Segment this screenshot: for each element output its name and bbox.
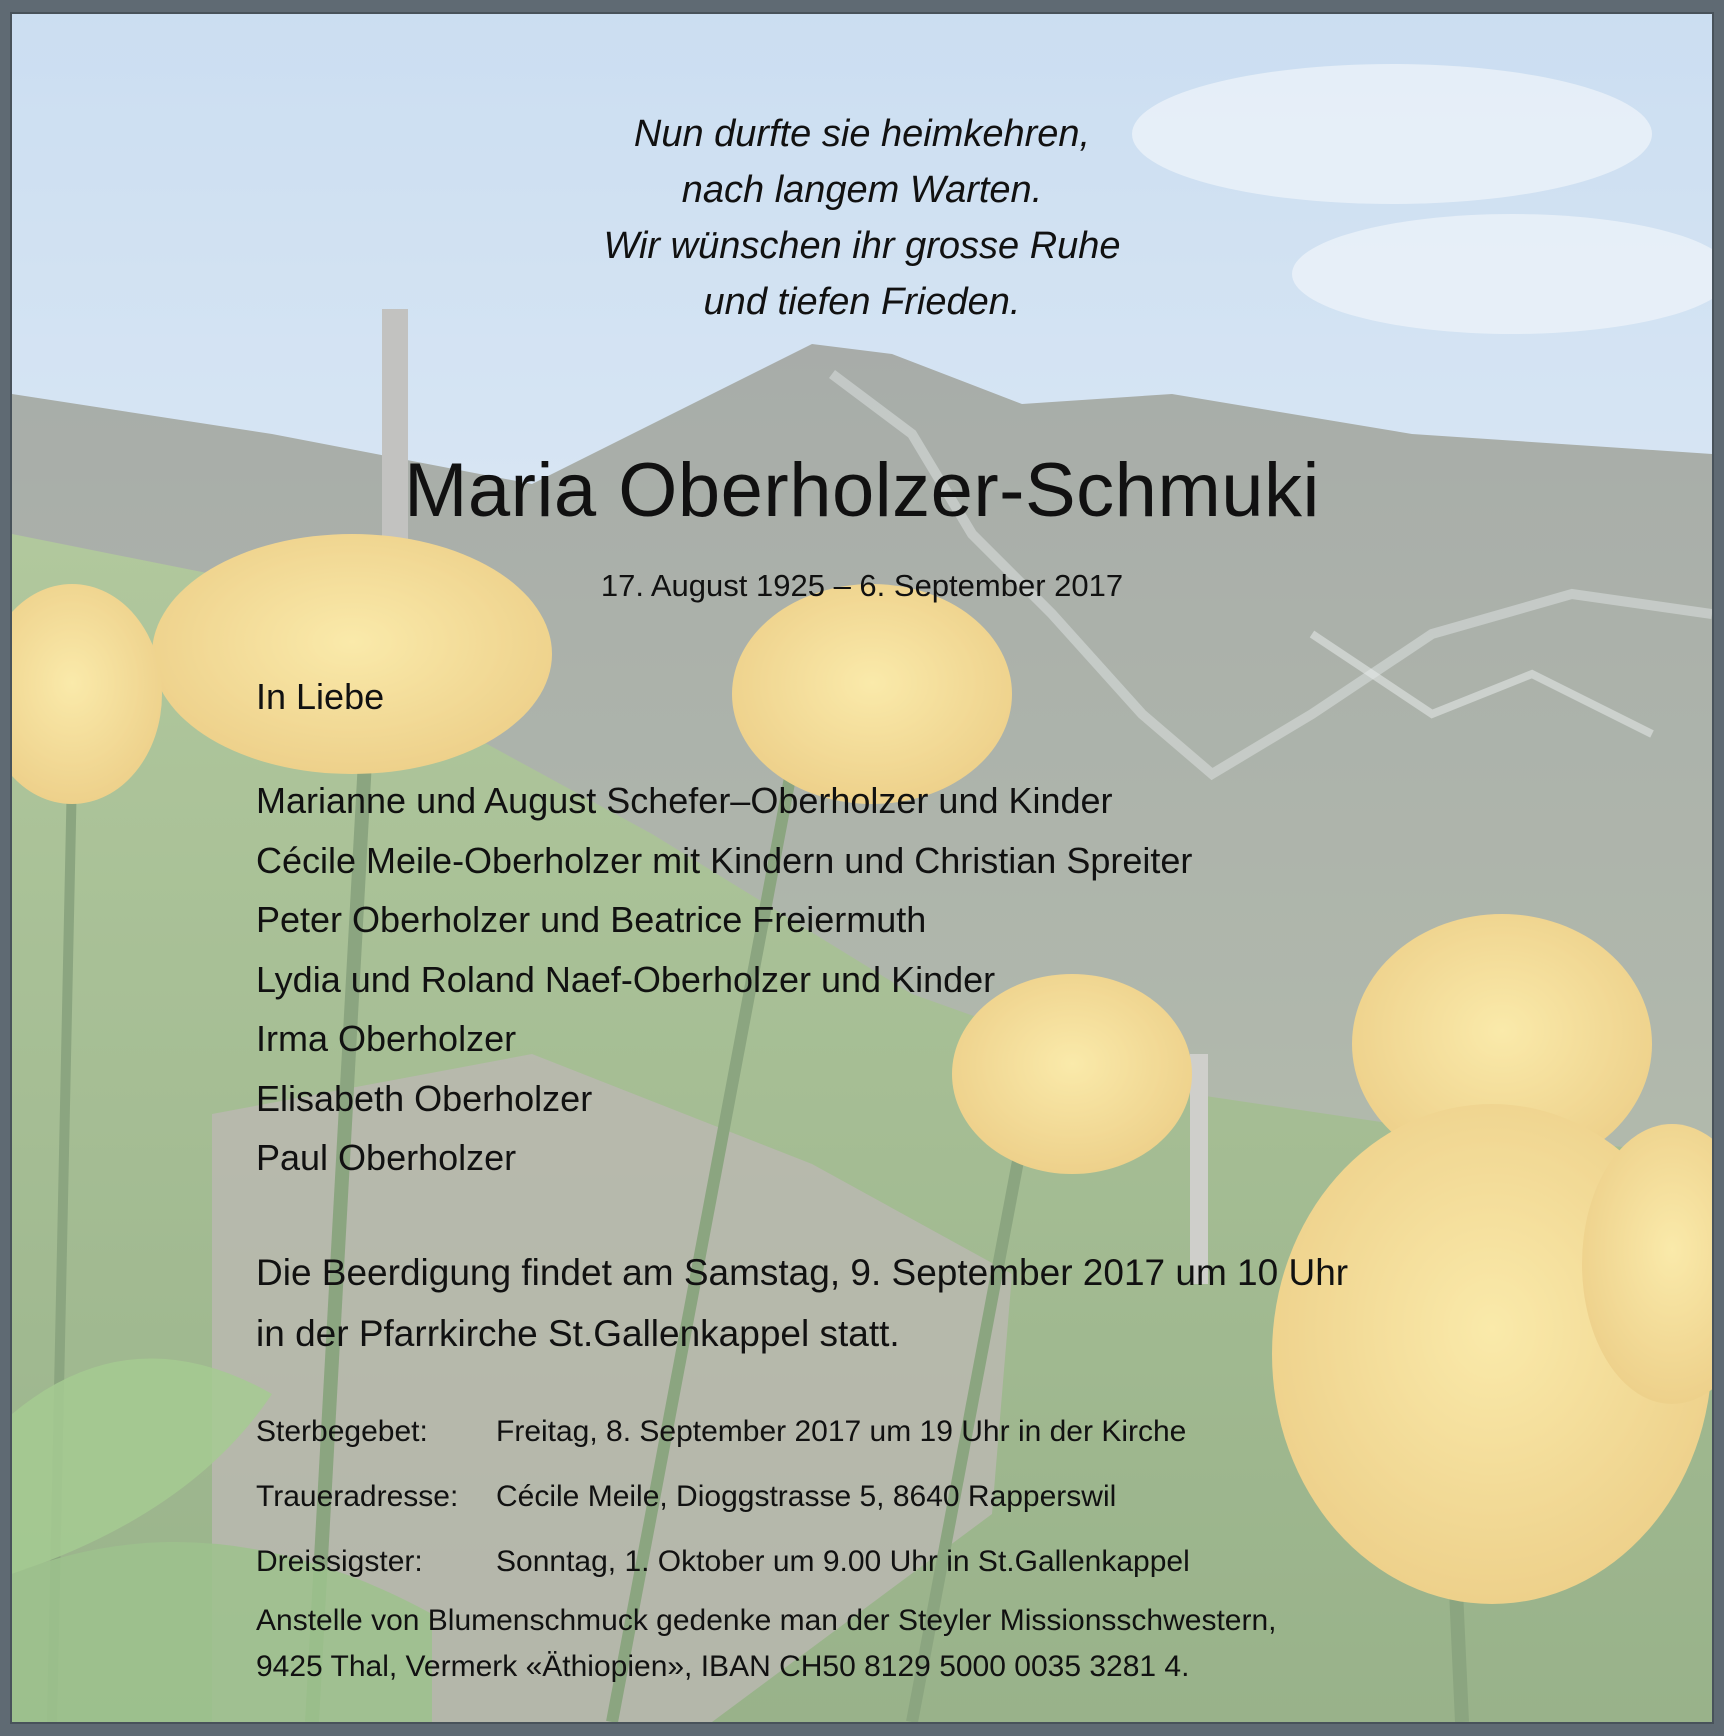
funeral-announcement [256,1242,1348,1364]
deceased-name: Maria Oberholzer-Schmuki [404,448,1320,533]
list-item: Irma Oberholzer [256,1018,517,1059]
verse-line: Wir wünschen ihr grosse Ruhe [603,225,1121,267]
details-table [256,1399,1190,1594]
detail-label: Traueradresse: [256,1480,459,1513]
list-item: Peter Oberholzer und Beatrice Freiermuth [256,899,927,940]
obituary-text [12,14,1712,1722]
funeral-line: in der Pfarrkirche St.Gallenkappel statt. [256,1313,900,1354]
detail-value: Freitag, 8. September 2017 um 19 Uhr in der Kirche [496,1415,1187,1448]
verse-line: Nun durfte sie heimkehren, [633,113,1091,155]
detail-label: Dreissigster: [256,1545,423,1578]
list-item: Cécile Meile-Oberholzer mit Kindern und Christian Spreiter [256,839,1193,881]
note-line: 9425 Thal, Vermerk «Äthiopien», IBAN CH50 8129 5000 0035 3281 4. [256,1650,1190,1683]
list-item: Lydia und Roland Naef-Oberholzer und Kinder [256,958,996,1000]
verse-line: und tiefen Frieden. [703,281,1021,323]
mourners-list [256,771,1192,1188]
detail-row-traueradresse [256,1464,1190,1529]
detail-row-dreissigster [256,1529,1190,1594]
list-item: Marianne und August Schefer–Oberholzer und Kinder [256,780,1113,821]
memorial-verse [12,106,1712,330]
life-dates: 17. August 1925 – 6. September 2017 [600,568,1124,603]
verse-line: nach langem Warten. [681,169,1043,211]
list-item: Elisabeth Oberholzer [256,1077,593,1119]
detail-label: Sterbegebet: [256,1415,428,1448]
obituary-card [12,14,1712,1722]
note-line: Anstelle von Blumenschmuck gedenke man der Steyler Missionsschwestern, [256,1604,1277,1637]
donation-note [256,1598,1276,1690]
detail-value: Sonntag, 1. Oktober um 9.00 Uhr in St.Gallenkappel [496,1545,1190,1578]
detail-value: Cécile Meile, Dioggstrasse 5, 8640 Rapperswil [496,1480,1117,1513]
funeral-line: Die Beerdigung findet am Samstag, 9. September 2017 um 10 Uhr [256,1252,1349,1293]
intro-text: In Liebe [256,676,385,717]
list-item: Paul Oberholzer [256,1137,517,1178]
detail-row-sterbegebet [256,1399,1190,1464]
